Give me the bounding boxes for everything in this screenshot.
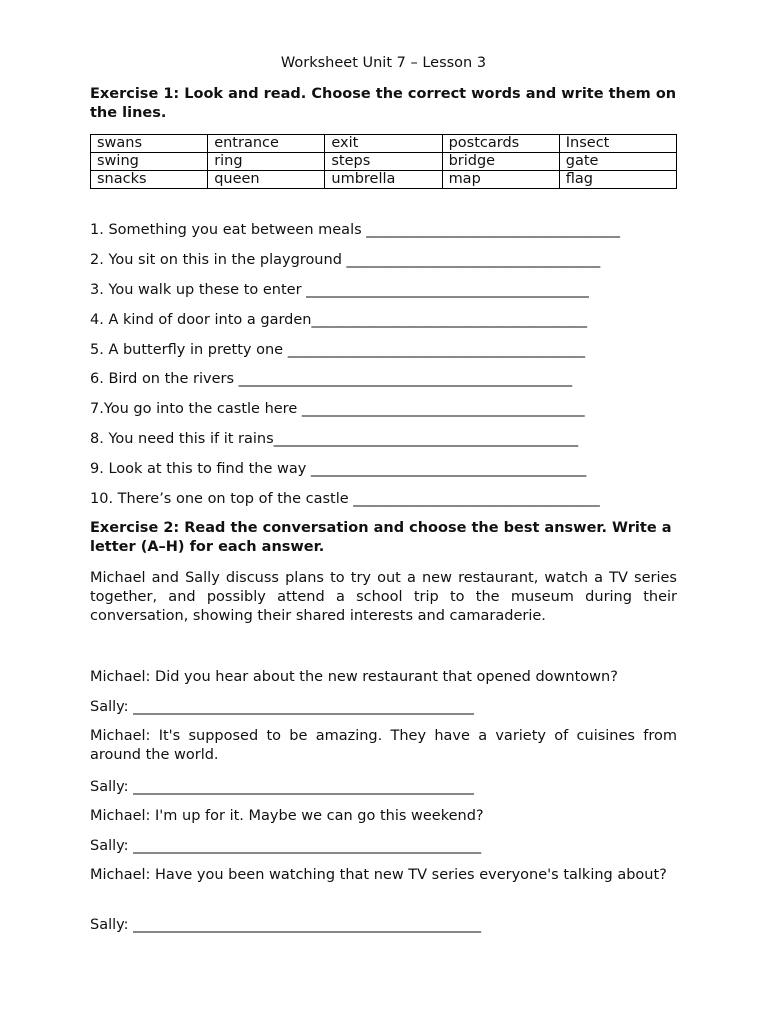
dialogue-line: Michael: Have you been watching that new TV series everyone's talking about? <box>90 867 667 883</box>
table-cell: swing <box>91 153 208 171</box>
question-8[interactable]: 8. You need this if it rains__________________________________________ <box>90 431 579 447</box>
table-row <box>91 153 677 171</box>
exercise1-heading <box>90 85 677 123</box>
dialogue-answer-line[interactable]: Sally: _______________________________________________ <box>90 699 474 715</box>
table-cell: steps <box>325 153 442 171</box>
word-bank-table <box>90 134 677 189</box>
question-10[interactable]: 10. There’s one on top of the castle __________________________________ <box>90 491 600 507</box>
table-row <box>91 135 677 153</box>
question-1[interactable]: 1. Something you eat between meals ___________________________________ <box>90 222 621 238</box>
table-cell: postcards <box>442 135 559 153</box>
question-3[interactable]: 3. You walk up these to enter _______________________________________ <box>90 282 589 298</box>
question-5[interactable]: 5. A butterfly in pretty one _________________________________________ <box>90 342 585 358</box>
exercise2-intro: Michael and Sally discuss plans to try out a new restaurant, watch a TV series together, and possibly attend a school trip to the museum during their conversation, showing their shared interests and camaraderie. <box>90 570 677 624</box>
table-row <box>91 171 677 189</box>
table-cell: flag <box>559 171 676 189</box>
question-7[interactable]: 7.You go into the castle here _______________________________________ <box>90 401 585 417</box>
table-cell: bridge <box>442 153 559 171</box>
page-title: Worksheet Unit 7 – Lesson 3 <box>280 55 487 71</box>
table-cell: map <box>442 171 559 189</box>
dialogue-line: Michael: I'm up for it. Maybe we can go this weekend? <box>90 808 484 824</box>
table-cell: Insect <box>559 135 676 153</box>
exercise1-instruction: Look and read. Choose the correct words and write them on the lines. <box>90 86 677 121</box>
exercise1-label: Exercise 1: <box>90 86 180 102</box>
table-cell: umbrella <box>325 171 442 189</box>
table-cell: exit <box>325 135 442 153</box>
table-cell: ring <box>208 153 325 171</box>
dialogue-answer-line[interactable]: Sally: _______________________________________________ <box>90 779 474 795</box>
question-9[interactable]: 9. Look at this to find the way ______________________________________ <box>90 461 587 477</box>
exercise2-label: Exercise 2: <box>90 520 180 536</box>
dialogue-line: Michael: It's supposed to be amazing. They have a variety of cuisines from around the world. <box>90 728 677 763</box>
dialogue-answer-line[interactable]: Sally: ________________________________________________ <box>90 917 482 933</box>
table-cell: queen <box>208 171 325 189</box>
question-2[interactable]: 2. You sit on this in the playground ___________________________________ <box>90 252 601 268</box>
question-6[interactable]: 6. Bird on the rivers ______________________________________________ <box>90 371 573 387</box>
table-cell: gate <box>559 153 676 171</box>
table-cell: swans <box>91 135 208 153</box>
dialogue-line: Michael: Did you hear about the new restaurant that opened downtown? <box>90 669 618 685</box>
table-cell: snacks <box>91 171 208 189</box>
dialogue-answer-line[interactable]: Sally: ________________________________________________ <box>90 838 482 854</box>
exercise2-instruction: Read the conversation and choose the best answer. Write a letter (A–H) for each answer. <box>90 520 672 555</box>
question-4[interactable]: 4. A kind of door into a garden______________________________________ <box>90 312 587 328</box>
table-cell: entrance <box>208 135 325 153</box>
exercise2-heading <box>90 519 677 557</box>
